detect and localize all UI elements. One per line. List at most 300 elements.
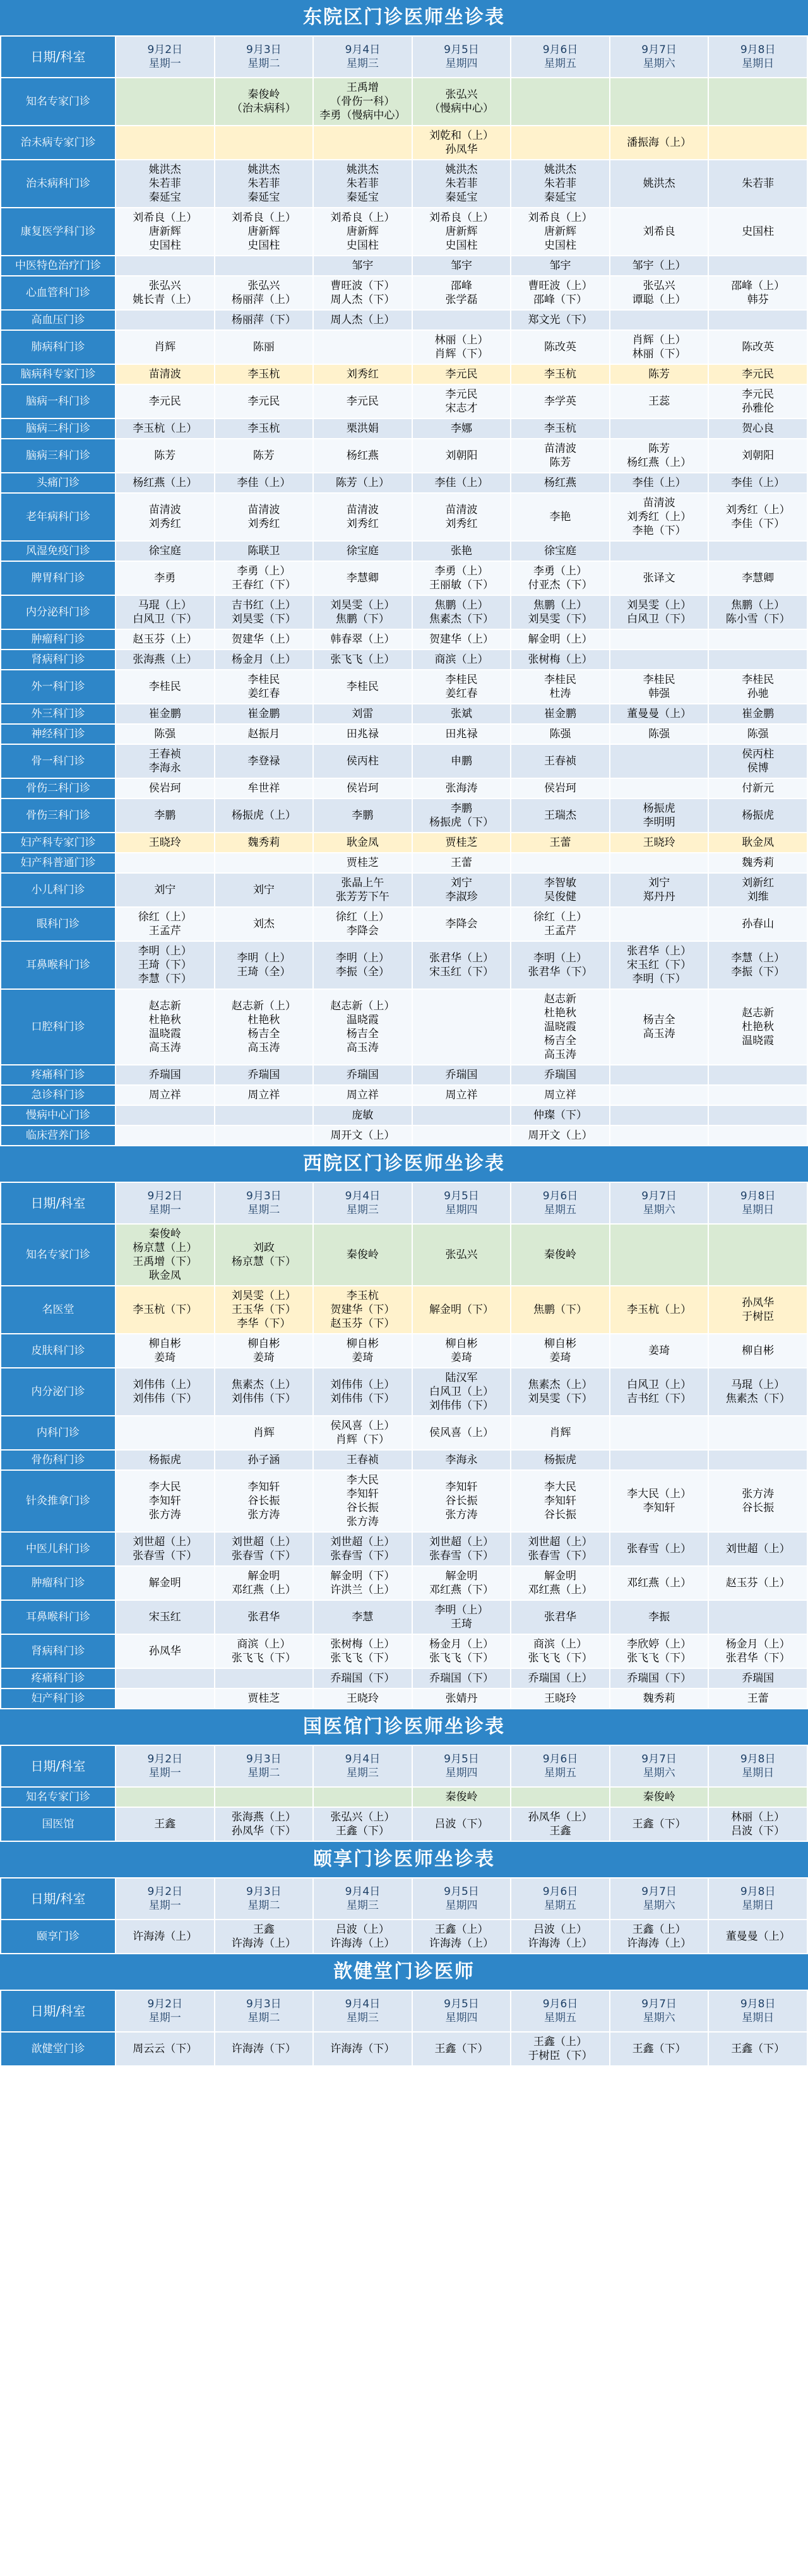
schedule-cell: 孙凤华 — [116, 1634, 215, 1668]
day-header — [511, 1990, 610, 2032]
schedule-cell: 解金明（下） — [412, 1286, 511, 1334]
schedule-cell: 李桂民 — [116, 670, 215, 704]
schedule-cell: 肖辉 — [215, 1416, 314, 1450]
schedule-cell: 陈丽 — [215, 330, 314, 364]
schedule-cell: 苗清波 陈芳 — [511, 439, 610, 473]
schedule-cell — [313, 126, 412, 160]
schedule-cell: 王晓玲 — [116, 833, 215, 853]
schedule-row — [1, 1566, 807, 1600]
schedule-cell — [215, 256, 314, 276]
schedule-cell: 秦俊岭 （治未病科） — [215, 78, 314, 126]
schedule-cell: 苗清波 刘秀红 — [116, 493, 215, 541]
header-row — [1, 1745, 807, 1787]
schedule-cell: 刘伟伟（上） 刘伟伟（下） — [116, 1368, 215, 1416]
day-header — [215, 36, 314, 78]
schedule-row — [1, 1450, 807, 1470]
schedule-cell — [215, 853, 314, 873]
day-date: 9月3日 — [246, 1753, 282, 1766]
schedule-row — [1, 493, 807, 541]
schedule-table — [0, 1182, 808, 1709]
schedule-cell: 陈强 — [708, 724, 807, 744]
day-weekday: 星期六 — [643, 1899, 675, 1912]
day-weekday: 星期二 — [247, 1899, 280, 1912]
schedule-cell: 李桂民 姜红春 — [215, 670, 314, 704]
schedule-cell: 杨红燕 — [313, 439, 412, 473]
schedule-cell: 宋玉红 — [116, 1600, 215, 1634]
schedule-row — [1, 1105, 807, 1125]
schedule-cell: 张译文 — [610, 561, 709, 595]
dept-label: 骨伤科门诊 — [1, 1450, 116, 1470]
schedule-row — [1, 1224, 807, 1286]
schedule-cell: 张斌 — [412, 704, 511, 724]
schedule-cell: 董曼曼（上） — [708, 1920, 807, 1954]
schedule-cell: 仲璨（下） — [511, 1105, 610, 1125]
schedule-cell — [610, 744, 709, 778]
dept-label: 国医馆 — [1, 1807, 116, 1841]
schedule-cell — [708, 1416, 807, 1450]
day-date: 9月8日 — [740, 1885, 776, 1898]
schedule-cell: 李艳 — [511, 493, 610, 541]
schedule-cell: 刘世超（上） 张春雪（下） — [215, 1532, 314, 1566]
schedule-row — [1, 1532, 807, 1566]
schedule-cell: 王鑫（下） — [610, 1807, 709, 1841]
schedule-cell: 曹旺波（上） 邵峰（下） — [511, 276, 610, 310]
schedule-cell: 苗清波 — [116, 364, 215, 384]
schedule-cell — [116, 1689, 215, 1709]
day-weekday: 星期六 — [643, 2012, 675, 2024]
schedule-cell: 侯丙柱 — [313, 744, 412, 778]
day-weekday: 星期四 — [445, 1204, 478, 1216]
schedule-cell: 韩春翠（上） — [313, 629, 412, 650]
day-date: 9月3日 — [246, 1885, 282, 1898]
dept-label: 脑病科专家门诊 — [1, 364, 116, 384]
day-date: 9月4日 — [345, 1190, 381, 1202]
schedule-cell: 李慧 — [313, 1600, 412, 1634]
schedule-cell: 李大民 李知轩 张方涛 — [116, 1470, 215, 1532]
schedule-cell: 王蕊 — [610, 384, 709, 418]
schedule-cell — [511, 853, 610, 873]
schedule-cell: 杨红燕（上） — [116, 473, 215, 493]
day-header — [412, 1745, 511, 1787]
schedule-cell: 乔瑞国（下） — [313, 1668, 412, 1689]
day-date: 9月5日 — [444, 1190, 479, 1202]
schedule-cell — [708, 1450, 807, 1470]
schedule-cell — [708, 650, 807, 670]
section-title: 歆健堂门诊医师 — [0, 1954, 808, 1990]
day-date: 9月8日 — [740, 44, 776, 56]
schedule-cell: 邓红燕（上） — [610, 1566, 709, 1600]
schedule-cell: 徐红（上） 王孟芹 — [116, 907, 215, 941]
schedule-cell: 刘乾和（上） 孙凤华 — [412, 126, 511, 160]
schedule-cell — [610, 418, 709, 439]
schedule-cell: 陈改英 — [511, 330, 610, 364]
day-header — [215, 1878, 314, 1920]
corner-label: 日期/科室 — [1, 1745, 116, 1787]
schedule-cell: 解金明 — [116, 1566, 215, 1600]
day-weekday: 星期日 — [742, 1767, 775, 1779]
schedule-cell: 王春祯 — [511, 744, 610, 778]
dept-label: 心血管科门诊 — [1, 276, 116, 310]
schedule-cell: 贺心良 — [708, 418, 807, 439]
schedule-cell: 孙子涵 — [215, 1450, 314, 1470]
schedule-cell: 张弘兴 — [412, 1224, 511, 1286]
day-date: 9月2日 — [147, 1753, 183, 1766]
schedule-row — [1, 1065, 807, 1085]
schedule-cell: 赵志新（上） 温晓霞 杨吉全 高玉涛 — [313, 989, 412, 1065]
schedule-cell — [708, 1065, 807, 1085]
schedule-row — [1, 276, 807, 310]
day-weekday: 星期一 — [148, 1899, 181, 1912]
schedule-cell — [116, 78, 215, 126]
schedule-cell: 李玉杭（上） — [610, 1286, 709, 1334]
dept-label: 针灸推拿门诊 — [1, 1470, 116, 1532]
schedule-row — [1, 1286, 807, 1334]
day-weekday: 星期五 — [544, 2012, 577, 2024]
schedule-cell: 贾桂芝 — [215, 1689, 314, 1709]
day-weekday: 星期三 — [346, 2012, 379, 2024]
day-date: 9月5日 — [444, 1885, 479, 1898]
schedule-cell: 李鹏 杨振虎（下） — [412, 798, 511, 833]
dept-label: 颐享门诊 — [1, 1920, 116, 1954]
schedule-cell: 柳自彬 姜琦 — [313, 1334, 412, 1368]
schedule-cell: 苗清波 刘秀红 — [313, 493, 412, 541]
schedule-cell: 邵峰（上） 韩芬 — [708, 276, 807, 310]
schedule-row — [1, 126, 807, 160]
schedule-cell — [610, 1085, 709, 1105]
schedule-cell — [708, 1105, 807, 1125]
day-date: 9月4日 — [345, 44, 381, 56]
schedule-cell: 崔金鹏 — [215, 704, 314, 724]
corner-label: 日期/科室 — [1, 1182, 116, 1224]
dept-label: 歆健堂门诊 — [1, 2032, 116, 2066]
day-date: 9月2日 — [147, 1998, 183, 2010]
dept-label: 耳鼻喉科门诊 — [1, 941, 116, 989]
dept-label: 小儿科门诊 — [1, 873, 116, 907]
schedule-cell: 侯岩珂 — [511, 778, 610, 798]
schedule-cell: 刘世超（上） — [708, 1532, 807, 1566]
schedule-cell — [610, 650, 709, 670]
schedule-cell: 魏秀莉 — [708, 853, 807, 873]
schedule-row — [1, 670, 807, 704]
schedule-cell: 乔瑞国 — [708, 1668, 807, 1689]
day-date: 9月6日 — [542, 1885, 578, 1898]
schedule-cell: 秦俊岭 — [610, 1787, 709, 1807]
schedule-cell: 耿金凤 — [313, 833, 412, 853]
schedule-cell — [610, 907, 709, 941]
schedule-cell: 李勇 — [116, 561, 215, 595]
schedule-cell — [610, 1125, 709, 1146]
schedule-cell: 李大民 李知轩 谷长振 — [511, 1470, 610, 1532]
schedule-cell: 周立祥 — [313, 1085, 412, 1105]
day-date: 9月7日 — [641, 1885, 677, 1898]
dept-label: 肺病科门诊 — [1, 330, 116, 364]
day-header — [313, 1878, 412, 1920]
schedule-cell: 解金明（上） — [511, 629, 610, 650]
day-header — [215, 1745, 314, 1787]
dept-label: 肿瘤科门诊 — [1, 629, 116, 650]
schedule-cell: 周立祥 — [215, 1085, 314, 1105]
day-date: 9月4日 — [345, 1998, 381, 2010]
schedule-cell: 贾桂芝 — [412, 833, 511, 853]
schedule-cell: 商滨（上） 张飞飞（下） — [215, 1634, 314, 1668]
schedule-row — [1, 1600, 807, 1634]
schedule-cell: 张弘兴 姚长青（上） — [116, 276, 215, 310]
dept-label: 疼痛科门诊 — [1, 1065, 116, 1085]
schedule-cell: 马琨（上） 白风卫（下） — [116, 595, 215, 629]
day-date: 9月8日 — [740, 1998, 776, 2010]
schedule-row — [1, 744, 807, 778]
schedule-cell: 苗清波 刘秀红 — [412, 493, 511, 541]
day-weekday: 星期三 — [346, 1899, 379, 1912]
day-date: 9月4日 — [345, 1885, 381, 1898]
schedule-cell: 赵玉芬（上） — [116, 629, 215, 650]
schedule-cell: 申鹏 — [412, 744, 511, 778]
schedule-cell — [610, 78, 709, 126]
schedule-cell: 李降会 — [412, 907, 511, 941]
schedule-cell: 林丽（上） 肖辉（下） — [412, 330, 511, 364]
schedule-cell: 李玉杭 — [511, 418, 610, 439]
schedule-cell: 刘世超（上） 张春雪（下） — [313, 1532, 412, 1566]
schedule-cell: 李慧卿 — [708, 561, 807, 595]
schedule-cell — [511, 78, 610, 126]
day-header — [610, 1878, 709, 1920]
day-header — [313, 1745, 412, 1787]
schedule-cell: 王鑫 许海涛（上） — [215, 1920, 314, 1954]
schedule-cell — [708, 126, 807, 160]
schedule-cell: 耿金凤 — [708, 833, 807, 853]
schedule-cell: 李玉杭（下） — [116, 1286, 215, 1334]
schedule-cell: 陈芳 — [215, 439, 314, 473]
schedule-cell: 肖辉 — [116, 330, 215, 364]
schedule-cell: 徐红（上） 李降会 — [313, 907, 412, 941]
day-header — [313, 1990, 412, 2032]
schedule-cell: 乔瑞国 — [116, 1065, 215, 1085]
day-header — [116, 36, 215, 78]
dept-label: 老年病科门诊 — [1, 493, 116, 541]
dept-label: 脾胃科门诊 — [1, 561, 116, 595]
schedule-cell — [116, 310, 215, 330]
schedule-cell: 商滨（上） 张飞飞（下） — [511, 1634, 610, 1668]
schedule-cell: 白风卫（上） 吉书红（下） — [610, 1368, 709, 1416]
day-header — [511, 1745, 610, 1787]
dept-label: 高血压门诊 — [1, 310, 116, 330]
schedule-cell: 秦俊岭 杨京慧（上） 王禹增（下） 耿金凤 — [116, 1224, 215, 1286]
schedule-cell: 李桂民 — [313, 670, 412, 704]
schedule-cell: 陈芳 杨红燕（上） — [610, 439, 709, 473]
day-header — [412, 36, 511, 78]
schedule-cell: 李桂民 姜红春 — [412, 670, 511, 704]
schedule-cell: 吉书红（上） 刘昊雯（下） — [215, 595, 314, 629]
day-header — [412, 1878, 511, 1920]
schedule-cell: 许海涛（上） — [116, 1920, 215, 1954]
schedule-cell: 杨红燕 — [511, 473, 610, 493]
schedule-cell: 王晓玲 — [511, 1689, 610, 1709]
day-weekday: 星期一 — [148, 57, 181, 70]
schedule-cell: 孙凤华（上） 王鑫 — [511, 1807, 610, 1841]
dept-label: 肾病科门诊 — [1, 650, 116, 670]
schedule-cell — [313, 330, 412, 364]
schedule-cell: 陈芳（上） — [313, 473, 412, 493]
schedule-cell: 秦俊岭 — [412, 1787, 511, 1807]
day-header — [215, 1990, 314, 2032]
schedule-cell: 张春雪（上） — [610, 1532, 709, 1566]
schedule-cell: 李慧卿 — [313, 561, 412, 595]
schedule-cell: 徐红（上） 王孟芹 — [511, 907, 610, 941]
schedule-cell: 张君华（上） 宋玉红（下） 李明（下） — [610, 941, 709, 989]
schedule-cell: 李明（上） 李振（全） — [313, 941, 412, 989]
schedule-cell: 孙凤华 于树臣 — [708, 1286, 807, 1334]
schedule-cell: 李玉杭 贺建华（下） 赵玉芬（下） — [313, 1286, 412, 1334]
schedule-row — [1, 724, 807, 744]
dept-label: 皮肤科门诊 — [1, 1334, 116, 1368]
schedule-cell: 刘希良（上） 唐新辉 史国柱 — [215, 208, 314, 256]
schedule-cell: 乔瑞国（下） — [610, 1668, 709, 1689]
day-header — [511, 36, 610, 78]
schedule-cell — [610, 1450, 709, 1470]
schedule-cell: 陈强 — [116, 724, 215, 744]
schedule-cell: 姚洪杰 朱若菲 秦延宝 — [412, 160, 511, 208]
day-header — [610, 1990, 709, 2032]
schedule-cell: 王鑫（下） — [708, 2032, 807, 2066]
schedule-cell: 赵振月 — [215, 724, 314, 744]
day-weekday: 星期五 — [544, 1204, 577, 1216]
dept-label: 耳鼻喉科门诊 — [1, 1600, 116, 1634]
schedule-cell: 李明（上） 王琦（下） 李慧（下） — [116, 941, 215, 989]
schedule-row — [1, 873, 807, 907]
dept-label: 肿瘤科门诊 — [1, 1566, 116, 1600]
schedule-cell — [511, 126, 610, 160]
schedule-cell: 李元民 孙雅伦 — [708, 384, 807, 418]
schedule-cell: 乔瑞国 — [511, 1065, 610, 1085]
day-weekday: 星期四 — [445, 1767, 478, 1779]
schedule-cell — [412, 1105, 511, 1125]
schedule-cell: 栗洪娟 — [313, 418, 412, 439]
dept-label: 慢病中心门诊 — [1, 1105, 116, 1125]
schedule-cell: 张海涛 — [412, 778, 511, 798]
day-weekday: 星期四 — [445, 57, 478, 70]
schedule-cell: 董曼曼（上） — [610, 704, 709, 724]
schedule-cell: 李振 — [610, 1600, 709, 1634]
schedule-cell: 李桂民 孙驰 — [708, 670, 807, 704]
schedule-cell: 周人杰（上） — [313, 310, 412, 330]
day-header — [116, 1990, 215, 2032]
day-date: 9月5日 — [444, 1753, 479, 1766]
header-row — [1, 1878, 807, 1920]
schedule-cell: 刘秀红 — [313, 364, 412, 384]
schedule-cell: 王春祯 — [313, 1450, 412, 1470]
schedule-cell: 李智敏 吴俊健 — [511, 873, 610, 907]
schedule-cell: 赵志新 杜艳秋 温晓霞 杨吉全 高玉涛 — [511, 989, 610, 1065]
schedule-cell: 焦素杰（上） 刘伟伟（下） — [215, 1368, 314, 1416]
schedule-cell: 刘希良（上） 唐新辉 史国柱 — [116, 208, 215, 256]
schedule-cell — [708, 310, 807, 330]
schedule-cell: 侯风喜（上） 肖辉（下） — [313, 1416, 412, 1450]
schedule-cell: 王蕾 — [708, 1689, 807, 1709]
schedule-cell — [116, 256, 215, 276]
schedule-cell: 李勇（上） 付亚杰（下） — [511, 561, 610, 595]
dept-label: 知名专家门诊 — [1, 1224, 116, 1286]
schedule-cell: 苗清波 刘秀红 — [215, 493, 314, 541]
schedule-table — [0, 1745, 808, 1842]
day-header — [511, 1182, 610, 1224]
day-weekday: 星期二 — [247, 1767, 280, 1779]
schedule-cell: 王鑫（上） 许海涛（上） — [412, 1920, 511, 1954]
schedule-cell: 解金明 邓红燕（下） — [412, 1566, 511, 1600]
dept-label: 骨伤二科门诊 — [1, 778, 116, 798]
day-weekday: 星期三 — [346, 1204, 379, 1216]
schedule-row — [1, 907, 807, 941]
schedule-cell: 杨振虎 李明明 — [610, 798, 709, 833]
schedule-cell: 王晓玲 — [610, 833, 709, 853]
schedule-cell: 乔瑞国 — [215, 1065, 314, 1085]
schedule-cell: 陈强 — [610, 724, 709, 744]
schedule-row — [1, 78, 807, 126]
schedule-cell — [708, 1224, 807, 1286]
schedule-cell: 杨金月（上） 张飞飞（下） — [412, 1634, 511, 1668]
schedule-row — [1, 595, 807, 629]
schedule-cell: 柳自彬 姜琦 — [116, 1334, 215, 1368]
schedule-cell: 商滨（上） — [412, 650, 511, 670]
day-date: 9月3日 — [246, 1190, 282, 1202]
schedule-cell: 庞敏 — [313, 1105, 412, 1125]
dept-label: 急诊科门诊 — [1, 1085, 116, 1105]
schedule-cell: 徐宝庭 — [511, 541, 610, 561]
schedule-cell: 焦鹏（上） 陈小雪（下） — [708, 595, 807, 629]
day-date: 9月2日 — [147, 1885, 183, 1898]
schedule-cell: 周立祥 — [412, 1085, 511, 1105]
schedule-cell: 乔瑞国（下） — [412, 1668, 511, 1689]
dept-label: 肾病科门诊 — [1, 1634, 116, 1668]
day-date: 9月6日 — [542, 1190, 578, 1202]
corner-label: 日期/科室 — [1, 1990, 116, 2032]
schedule-cell — [116, 1787, 215, 1807]
day-date: 9月3日 — [246, 1998, 282, 2010]
schedule-table — [0, 1877, 808, 1954]
schedule-row — [1, 364, 807, 384]
schedule-cell: 李明（上） 王琦（全） — [215, 941, 314, 989]
day-header — [116, 1182, 215, 1224]
schedule-cell: 侯丙柱 侯博 — [708, 744, 807, 778]
day-date: 9月2日 — [147, 44, 183, 56]
schedule-cell — [610, 1105, 709, 1125]
day-header — [708, 1745, 807, 1787]
schedule-cell: 刘昊雯（上） 焦鹏（下） — [313, 595, 412, 629]
schedule-cell — [610, 310, 709, 330]
schedule-cell: 李玉杭 — [215, 418, 314, 439]
schedule-cell: 姚洪杰 朱若菲 秦延宝 — [215, 160, 314, 208]
schedule-cell: 陈联卫 — [215, 541, 314, 561]
schedule-cell: 许海涛（下） — [215, 2032, 314, 2066]
schedule-cell — [708, 1085, 807, 1105]
section-title: 国医馆门诊医师坐诊表 — [0, 1709, 808, 1745]
schedule-cell: 柳自彬 姜琦 — [215, 1334, 314, 1368]
schedule-row — [1, 1668, 807, 1689]
schedule-cell: 王蕾 — [412, 853, 511, 873]
schedule-row — [1, 1920, 807, 1954]
schedule-cell: 刘宁 郑丹丹 — [610, 873, 709, 907]
schedule-cell: 刘政 杨京慧（下） — [215, 1224, 314, 1286]
section-title: 颐享门诊医师坐诊表 — [0, 1842, 808, 1877]
schedule-cell: 王鑫（上） 于树臣（下） — [511, 2032, 610, 2066]
schedule-cell: 刘雷 — [313, 704, 412, 724]
schedule-row — [1, 2032, 807, 2066]
header-row — [1, 1182, 807, 1224]
schedule-cell: 李元民 — [708, 364, 807, 384]
day-weekday: 星期一 — [148, 2012, 181, 2024]
dept-label: 疼痛科门诊 — [1, 1668, 116, 1689]
schedule-cell: 贺建华（上） — [412, 629, 511, 650]
schedule-cell: 魏秀莉 — [610, 1689, 709, 1709]
